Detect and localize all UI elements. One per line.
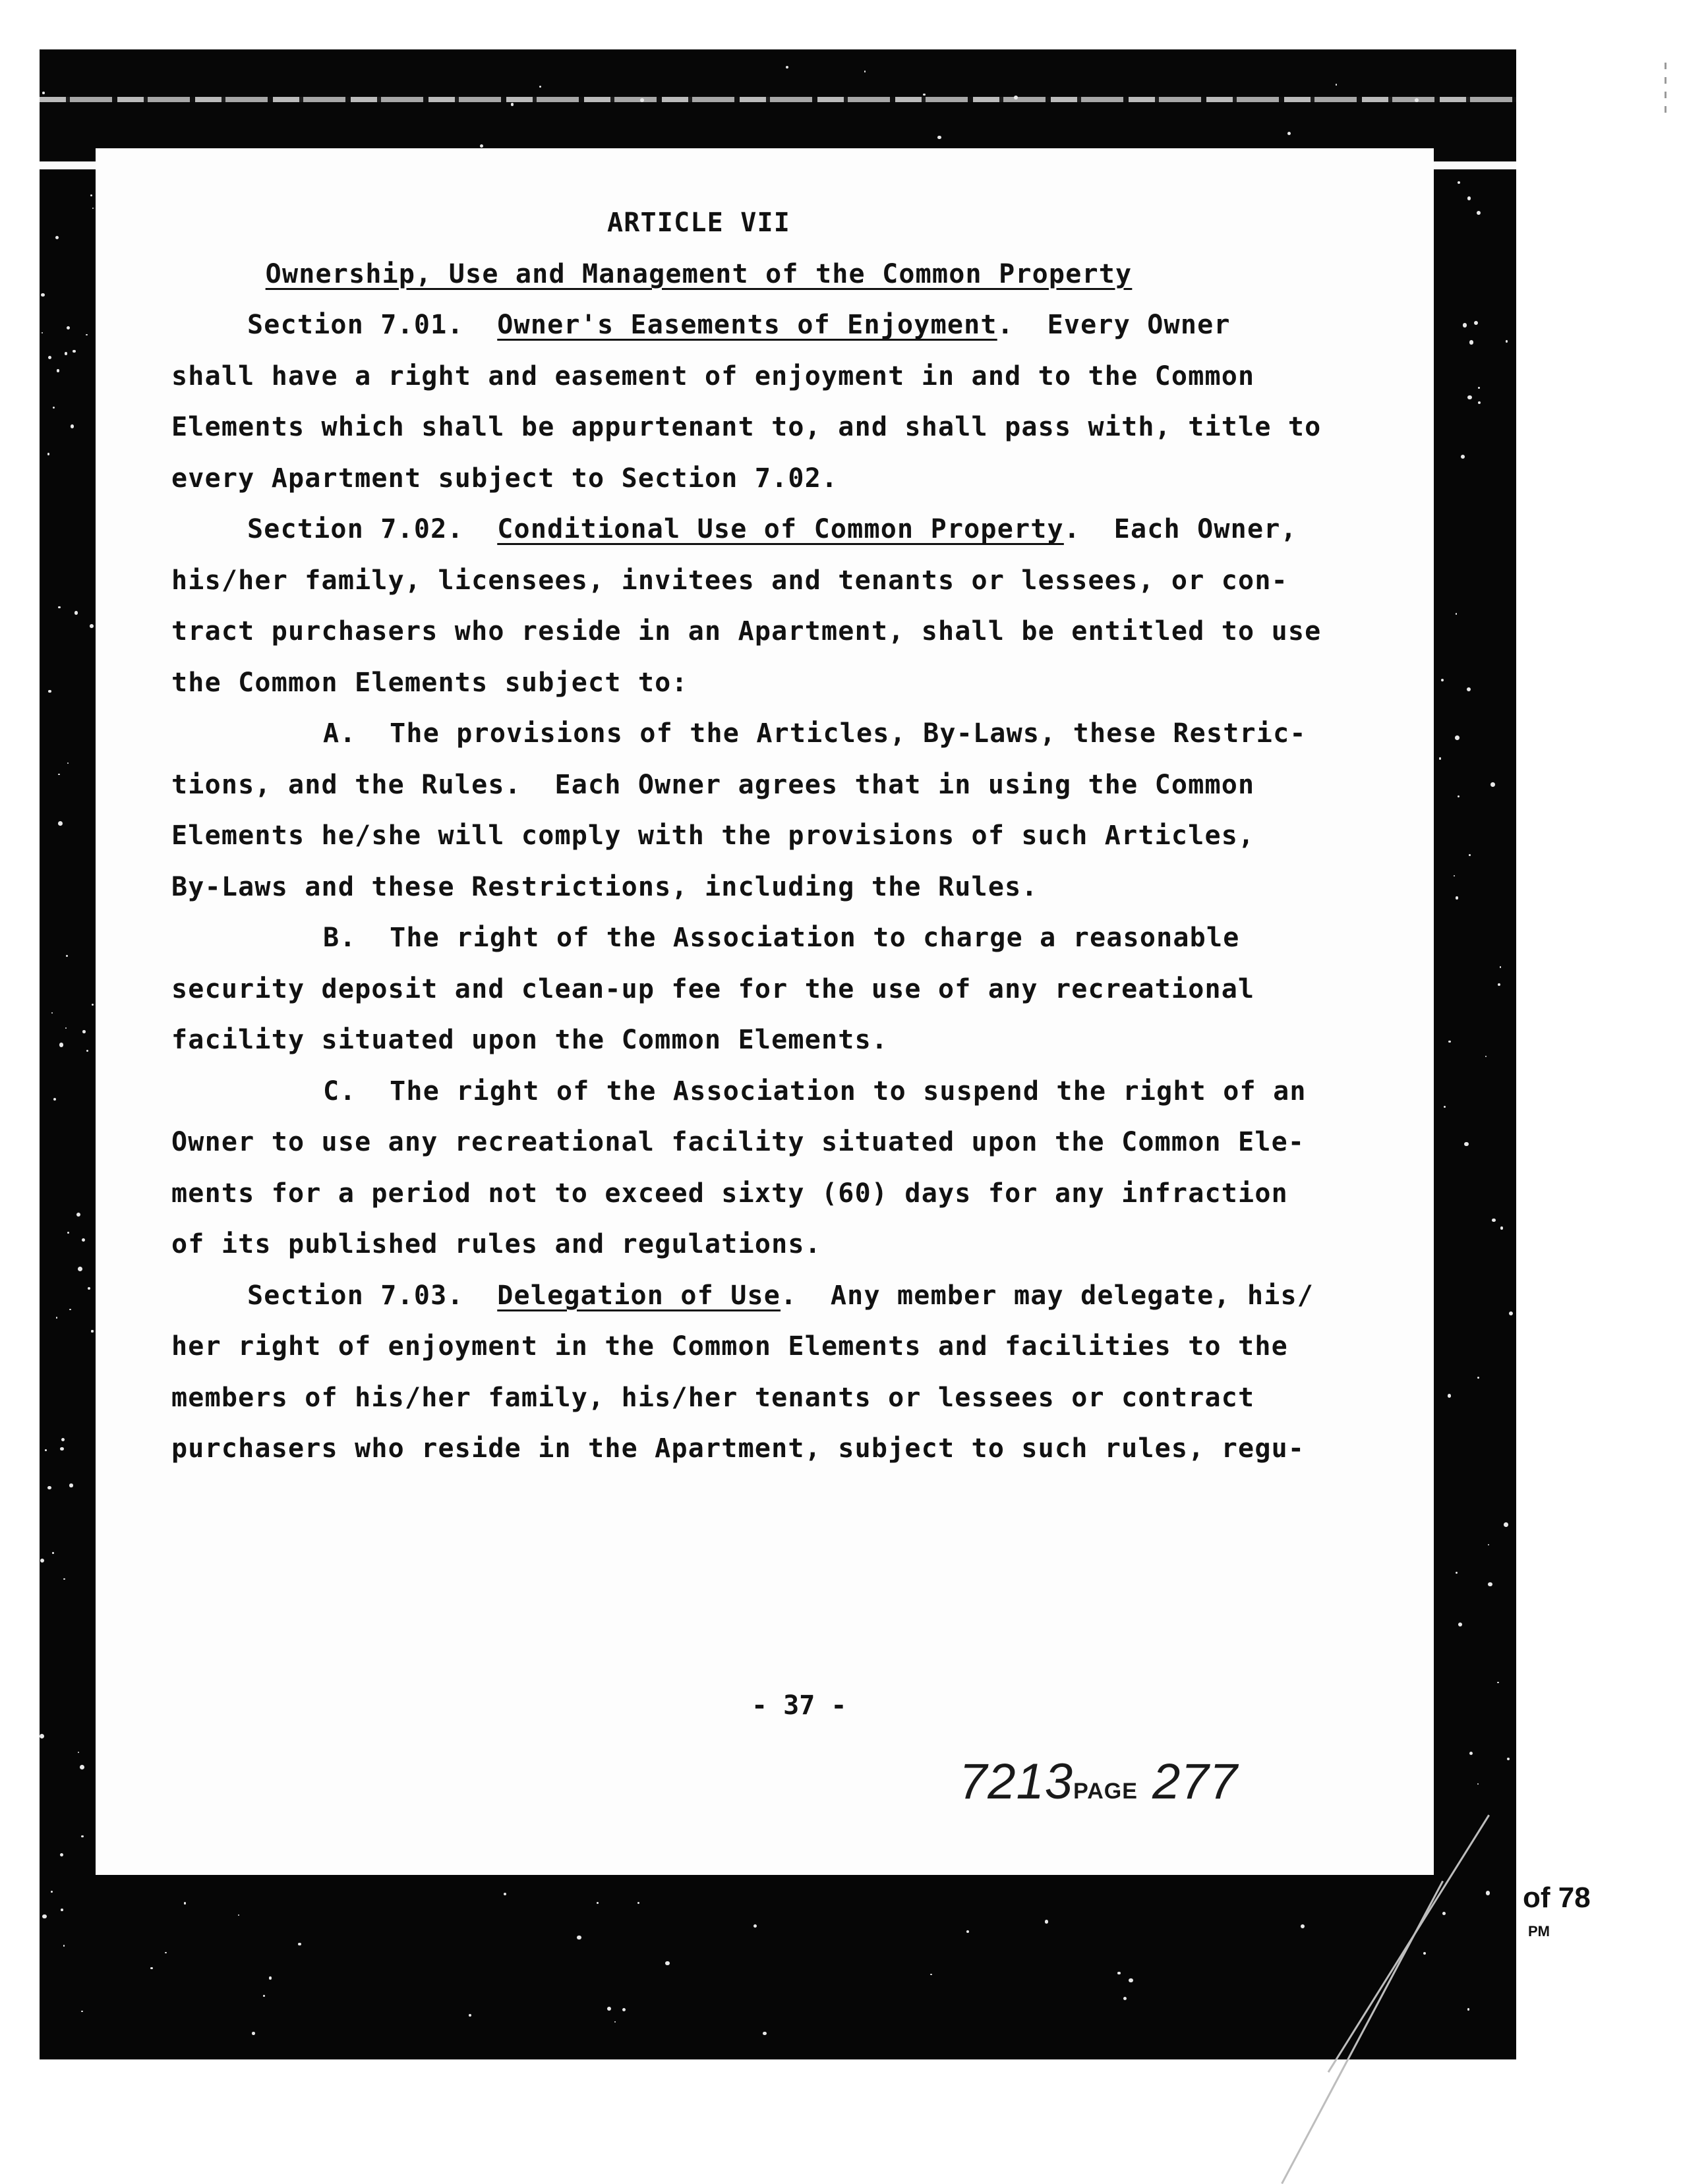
scan-speckle [786, 66, 788, 69]
scan-speckle [1456, 1572, 1458, 1574]
scan-speckle [577, 1936, 581, 1940]
document-body [171, 198, 1358, 1475]
scan-speckle [1442, 1912, 1446, 1915]
scan-speckle [42, 1914, 47, 1919]
scan-speckle [57, 369, 59, 372]
scan-speckle [58, 821, 63, 826]
scan-speckle [614, 2021, 616, 2023]
scan-speckle [665, 1961, 669, 1965]
scan-speckle [60, 1853, 63, 1856]
section-7-01-heading [171, 300, 1358, 351]
book-number: 7213 [959, 1754, 1074, 1810]
scan-speckle [539, 86, 541, 88]
scan-speckle [1474, 321, 1478, 325]
scan-speckle [61, 1909, 63, 1911]
scan-speckle [1458, 181, 1460, 184]
scan-speckle [71, 424, 74, 428]
scan-edge-marks [1665, 63, 1666, 115]
page-number: - 37 - [752, 1690, 847, 1721]
scan-speckle [1506, 340, 1508, 343]
scan-speckle [1129, 1978, 1133, 1983]
article-title [171, 249, 1226, 301]
scan-speckle [47, 453, 50, 455]
scan-speckle [51, 1891, 53, 1893]
body-line: ments for a period not to exceed sixty (60) days for any infraction [171, 1178, 1288, 1209]
scan-speckle [597, 1902, 599, 1904]
body-line: tions, and the Rules. Each Owner agrees that in using the Common [171, 769, 1255, 800]
scan-speckle [40, 1559, 44, 1563]
scan-speckle [58, 606, 60, 608]
scan-speckle [937, 136, 941, 140]
scan-speckle [1441, 679, 1444, 681]
scan-speckle [1423, 1952, 1427, 1955]
scan-speckle [1464, 1142, 1469, 1147]
scan-speckle [66, 955, 68, 957]
scan-speckle [63, 1578, 65, 1580]
scan-speckle [65, 1027, 67, 1029]
scan-speckle [1448, 1394, 1452, 1398]
scan-speckle [1500, 966, 1501, 967]
viewer-page-count: of 78 [1523, 1882, 1591, 1914]
scan-speckle [1444, 1106, 1446, 1108]
section-title: Owner's Easements of Enjoyment [497, 310, 997, 340]
scan-speckle [930, 1974, 931, 1975]
scan-speckle [53, 407, 55, 409]
body-line: members of his/her family, his/her tenants or lessees or contract [171, 1382, 1255, 1413]
scan-speckle [82, 1030, 86, 1033]
body-line: By-Laws and these Restrictions, including the Rules. [171, 871, 1038, 902]
scan-speckle [78, 1267, 82, 1271]
scan-speckle [1439, 757, 1442, 760]
body-line: her right of enjoyment in the Common Elements and facilities to the [171, 1331, 1288, 1362]
body-line: every Apartment subject to Section 7.02. [171, 463, 839, 494]
scan-speckle [60, 1447, 64, 1451]
scan-speckle [86, 1050, 88, 1052]
body-line: the Common Elements subject to: [171, 667, 688, 698]
scan-speckle [1478, 401, 1481, 404]
scan-speckle [1488, 1582, 1492, 1587]
scan-speckle [1467, 687, 1471, 691]
body-line: his/her family, licensees, invitees and tenants or lessees, or con- [171, 565, 1288, 596]
section-title: Delegation of Use [497, 1280, 781, 1311]
scan-speckle [1486, 1891, 1490, 1895]
scan-speckle [238, 1914, 239, 1916]
scan-speckle [1467, 2008, 1469, 2010]
scan-speckle [55, 236, 59, 239]
section-number: Section 7.02. [247, 514, 464, 544]
scan-speckle [966, 1930, 969, 1933]
scan-speckle [1454, 875, 1455, 876]
scan-speckle [67, 326, 70, 330]
scan-speckle [1477, 1783, 1479, 1785]
scan-speckle [91, 1330, 93, 1332]
scan-speckle [1498, 983, 1500, 986]
scan-speckle [53, 1098, 57, 1101]
scan-speckle [252, 2032, 255, 2035]
book-page-stamp [959, 1753, 1238, 1810]
scan-speckle [59, 1043, 64, 1047]
scan-speckle [1478, 387, 1480, 389]
scan-speckle [92, 1004, 94, 1006]
scan-speckle [1117, 1972, 1121, 1975]
scan-speckle [1455, 735, 1460, 740]
scan-speckle [1507, 1758, 1510, 1760]
scan-speckle [1477, 1377, 1479, 1379]
scan-speckle [78, 1752, 79, 1753]
scan-speckle [42, 92, 45, 94]
scan-speckle [184, 1902, 187, 1905]
body-line: Owner to use any recreational facility situated upon the Common Ele- [171, 1127, 1305, 1157]
scan-speckle [1469, 1752, 1473, 1756]
scan-speckle [92, 208, 94, 209]
scan-speckle [1477, 211, 1481, 215]
scan-speckle [1014, 96, 1018, 100]
scan-speckle [607, 2007, 611, 2011]
body-line: tract purchasers who reside in an Apartment, shall be entitled to use [171, 616, 1322, 647]
scan-speckle [298, 1943, 301, 1945]
scan-speckle [1467, 395, 1471, 399]
section-7-03-heading [171, 1271, 1358, 1322]
section-number: Section 7.01. [247, 310, 464, 340]
scan-speckle [263, 1995, 265, 1997]
scan-speckle [52, 1552, 54, 1554]
scan-speckle [56, 1317, 57, 1318]
scan-speckle [41, 293, 45, 297]
scan-speckle [1458, 1623, 1462, 1626]
scan-speckle [58, 774, 60, 776]
article-title-text: Ownership, Use and Management of the Common Property [265, 258, 1133, 289]
scan-speckle [1488, 1544, 1489, 1545]
scan-speckle [86, 334, 87, 335]
book-page-label: PAGE [1073, 1779, 1138, 1804]
scan-speckle [1469, 854, 1471, 856]
body-line: shall have a right and easement of enjoyment in and to the Common [171, 360, 1255, 391]
scan-speckle [753, 1924, 757, 1928]
scan-speckle [74, 611, 78, 615]
scan-speckle [45, 1449, 47, 1451]
scan-speckle [1045, 1920, 1049, 1924]
scan-speckle [1490, 782, 1495, 787]
scan-speckle [48, 690, 51, 693]
scan-speckle [622, 2008, 626, 2011]
scan-speckle [69, 1483, 73, 1487]
scan-speckle [81, 2011, 83, 2013]
scan-speckle [1500, 1226, 1503, 1229]
section-lead-text: . Each Owner, [1063, 514, 1297, 544]
scan-speckle [1301, 1924, 1305, 1928]
scan-speckle [1469, 340, 1474, 345]
scan-speckle [640, 98, 644, 102]
article-heading: ARTICLE VII [606, 208, 791, 238]
scan-speckle [511, 103, 514, 105]
scan-speckle [165, 1952, 167, 1954]
clause-a-line: A. The provisions of the Articles, By-Laws, these Restric- [323, 718, 1307, 749]
scan-speckle [1492, 1219, 1496, 1222]
scan-speckle [51, 1012, 53, 1014]
scan-speckle [1456, 896, 1459, 900]
scan-speckle [90, 624, 94, 628]
scan-speckle [1123, 1997, 1127, 2000]
top-scan-band [40, 49, 1516, 161]
section-7-02-heading [171, 504, 1358, 556]
scan-speckle [90, 194, 93, 197]
body-line: purchasers who reside in the Apartment, subject to such rules, regu- [171, 1433, 1305, 1464]
scan-speckle [67, 762, 69, 764]
scan-speckle [65, 352, 67, 355]
scan-speckle [40, 1734, 44, 1739]
body-line: security deposit and clean-up fee for the use of any recreational [171, 973, 1255, 1004]
scan-speckle [48, 356, 51, 359]
scan-speckle [504, 1893, 506, 1895]
scan-speckle [69, 1309, 71, 1311]
scan-speckle [80, 1765, 84, 1769]
scan-speckle [67, 1232, 69, 1234]
body-line: of its published rules and regulations. [171, 1229, 821, 1259]
body-line: facility situated upon the Common Elements. [171, 1025, 889, 1055]
scan-speckle [763, 2032, 766, 2035]
scan-speckle [1461, 455, 1465, 459]
scan-scratch [1281, 1881, 1444, 2184]
scan-speckle [1485, 1056, 1487, 1057]
scan-streak [40, 97, 1516, 102]
scan-speckle [81, 1835, 83, 1837]
scan-speckle [469, 2014, 471, 2017]
section-number: Section 7.03. [247, 1280, 464, 1311]
clause-b-line: B. The right of the Association to charge a reasonable [323, 923, 1240, 953]
scan-speckle [63, 1945, 65, 1947]
body-line: Elements he/she will comply with the provisions of such Articles, [171, 820, 1255, 851]
scan-speckle [82, 1238, 85, 1242]
scan-speckle [150, 1967, 152, 1969]
section-lead-text: . Any member may delegate, his/ [781, 1280, 1314, 1311]
clause-c-line: C. The right of the Association to suspend the right of an [323, 1076, 1307, 1106]
scan-speckle [76, 1213, 80, 1217]
scan-speckle [269, 1976, 272, 1979]
scan-speckle [1448, 1041, 1451, 1043]
viewer-time-suffix: PM [1528, 1923, 1550, 1940]
scan-speckle [1509, 1311, 1513, 1315]
scan-speckle [88, 1287, 90, 1290]
scan-speckle [42, 332, 43, 333]
section-lead-text: . Every Owner [997, 310, 1231, 340]
scan-speckle [1456, 613, 1458, 615]
body-line: Elements which shall be appurtenant to, and shall pass with, title to [171, 412, 1322, 442]
scan-speckle [47, 1486, 51, 1489]
scan-speckle [637, 1902, 639, 1904]
scan-speckle [1463, 323, 1467, 328]
scan-speckle [61, 1438, 65, 1441]
scan-speckle [1458, 795, 1460, 797]
scan-speckle [1497, 1682, 1499, 1684]
book-page-number: 277 [1152, 1754, 1238, 1810]
scan-speckle [1504, 1522, 1508, 1527]
scan-speckle [73, 350, 75, 353]
scan-speckle [864, 71, 866, 72]
scan-speckle [1467, 196, 1471, 200]
scan-speckle [1287, 132, 1291, 135]
section-title: Conditional Use of Common Property [497, 514, 1064, 544]
